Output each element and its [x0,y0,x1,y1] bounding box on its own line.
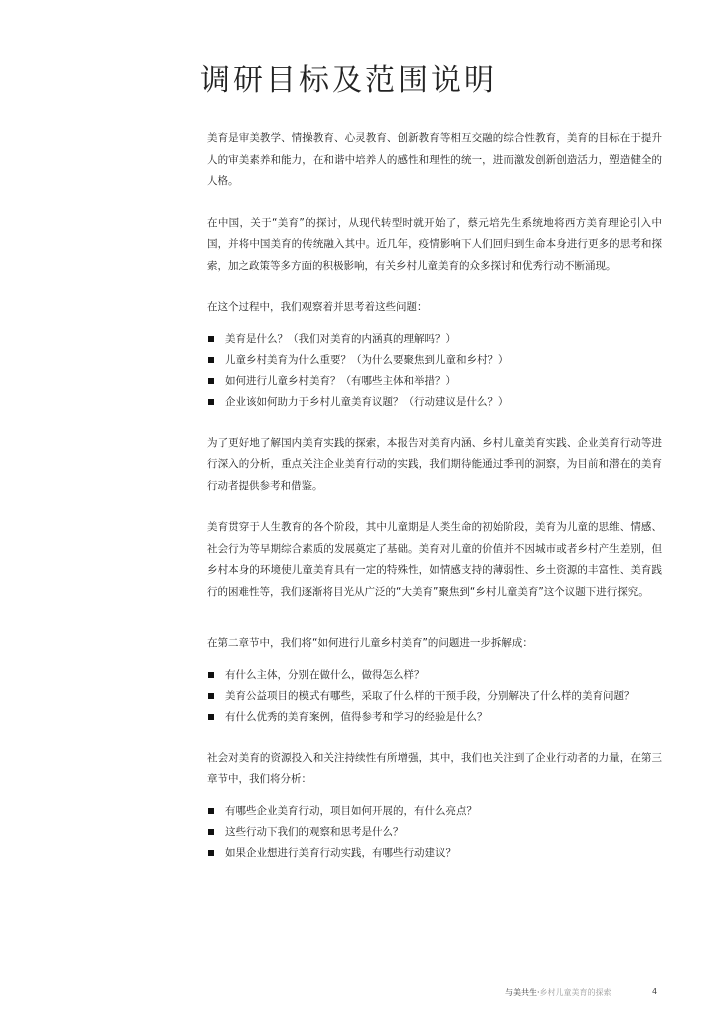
questions-list [207,329,662,413]
intro-paragraph: 美育是审美教学、情操教育、心灵教育、创新教育等相互交融的综合性教育，美育的目标在于提升人的审美素养和能力，在和谐中培养人的感性和理性的统一，进而激发创新创造活力，塑造健全的人格。 [207,132,662,187]
history-paragraph: 在中国，关于“美育”的探讨，从现代转型时就开始了，蔡元培先生系统地将西方美育理论引入中国，并将中国美育的传统融入其中。近几年，疫情影响下人们回归到生命本身进行更多的思考和探索，加之政策等多方面的积极影响，有关乡村儿童美育的众多探讨和优秀行动不断涌现。 [207,216,662,272]
rural-focus-paragraph: 美育贯穿于人生教育的各个阶段，其中儿童期是人类生命的初始阶段，美育为儿童的思维、情感、社会行为等早期综合素质的发展奠定了基础。美育对儿童的价值并不因城市或者乡村产生差别，但乡村本身的环境使儿童美育具有一定的特殊性，如情感支持的薄弱性、乡土资源的丰富性、美育践行的困难性等，我们逐渐将目光从广泛的“大美育”聚焦到“乡村儿童美育”这个议题下进行探究。 [207,521,662,598]
page-title: 调研目标及范围说明 [200,63,497,98]
document-body [207,128,662,884]
footer-brand: 与美共生· [505,988,540,997]
list-item: 有什么优秀的美育案例，值得参考和学习的经验是什么？ [207,707,662,728]
bullet-square-icon [208,672,214,678]
bullet-square-icon [208,714,214,720]
bullet-square-icon [208,693,214,699]
bullet-square-icon [208,357,214,363]
list-item: 这些行动下我们的观察和思考是什么？ [207,822,662,843]
list-item: 如何进行儿童乡村美育？（有哪些主体和举措？） [207,371,662,392]
footer [505,987,612,998]
list-item: 美育公益项目的模式有哪些，采取了什么样的干预手段，分别解决了什么样的美育问题？ [207,686,662,707]
questions-intro: 在这个过程中，我们观察着并思考着这些问题： [207,301,428,313]
bullet-square-icon [208,336,214,342]
list-item: 有哪些企业美育行动，项目如何开展的，有什么亮点？ [207,801,662,822]
page-number: 4 [652,987,658,996]
footer-subtitle: 乡村儿童美育的探索 [539,988,612,997]
list-item: 有什么主体，分别在做什么，做得怎么样？ [207,665,662,686]
list-item: 如果企业想进行美育行动实践，有哪些行动建议？ [207,843,662,864]
report-scope-paragraph: 为了更好地了解国内美育实践的探索，本报告对美育内涵、乡村儿童美育实践、企业美育行动等进行深入的分析，重点关注企业美育行动的实践，我们期待能通过季刊的洞察，为目前和潜在的美育行动者提供参考和借鉴。 [207,436,662,492]
bullet-square-icon [208,850,214,856]
bullet-square-icon [208,829,214,835]
list-item: 企业该如何助力于乡村儿童美育议题？（行动建议是什么？） [207,392,662,413]
list-item: 儿童乡村美育为什么重要？（为什么要聚焦到儿童和乡村？） [207,350,662,371]
chapter-three-list [207,801,662,864]
bullet-square-icon [208,808,214,814]
chapter-two-list [207,665,662,728]
chapter-three-intro: 社会对美育的资源投入和关注持续性有所增强，其中，我们也关注到了企业行动者的力量，在第三章节中，我们将分析： [207,751,662,785]
bullet-square-icon [208,378,214,384]
list-item: 美育是什么？（我们对美育的内涵真的理解吗？） [207,329,662,350]
chapter-two-intro: 在第二章节中，我们将“如何进行儿童乡村美育”的问题进一步拆解成： [207,637,533,649]
bullet-square-icon [208,399,214,405]
